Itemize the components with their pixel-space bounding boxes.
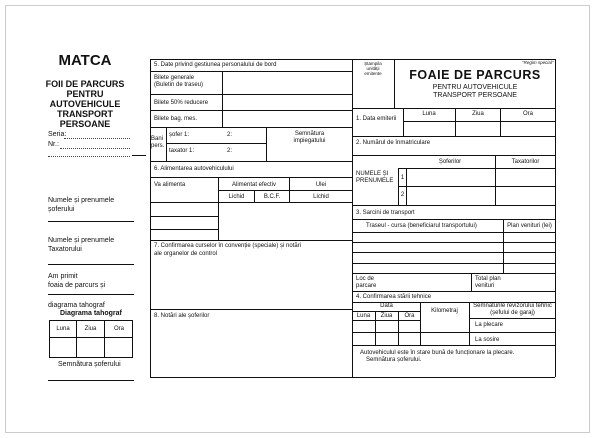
stub-subtitle-5: PERSOANE xyxy=(59,119,111,129)
names-row-1-num: 1 xyxy=(400,175,405,181)
stub-received-field[interactable] xyxy=(48,294,134,295)
footer-signature-field[interactable] xyxy=(353,365,554,376)
total-plan-1: Total plan xyxy=(475,276,501,282)
sofer-1-field[interactable] xyxy=(407,169,494,185)
plan-venituri-field[interactable] xyxy=(504,233,554,272)
ulei-label: Ulei xyxy=(315,182,327,188)
stub-received-1: Am primit xyxy=(48,273,78,280)
s7-bottom xyxy=(150,309,352,310)
plecare-km-field[interactable] xyxy=(421,321,468,331)
regim-special-note: "Regim special" xyxy=(522,60,554,65)
stub-col-ora: Ora xyxy=(113,326,124,332)
sosire-ziua-field[interactable] xyxy=(376,333,397,344)
va-alimenta-row-3[interactable] xyxy=(151,230,217,239)
plecare-luna-field[interactable] xyxy=(353,321,374,331)
stare-tehnica-label: 4. Confirmarea stării tehnice xyxy=(356,294,432,300)
taxator-label: taxator 1: xyxy=(169,148,195,154)
section7-title-2: ale organelor de control xyxy=(154,251,218,257)
stub-driver-field[interactable] xyxy=(48,221,134,222)
stub-conductor-label-2: Taxatorului xyxy=(48,246,82,253)
bilete-50-label: Bilete 50% reducere xyxy=(154,100,209,106)
la-plecare-label: La plecare xyxy=(475,322,504,328)
data-emiterii-label: 1. Data emiterii xyxy=(356,116,397,122)
stub-conductor-label-1: Numele și prenumele xyxy=(48,237,115,244)
stub-perforation-mark xyxy=(132,155,146,156)
lichid-label-1: Lichid xyxy=(228,194,245,200)
stub-extra-field[interactable] xyxy=(48,156,130,157)
traseu-row-3[interactable] xyxy=(353,253,502,262)
soferilor-header: Șoferilor xyxy=(438,159,462,165)
total-plan-2: venituri xyxy=(475,283,495,289)
s3-line-f xyxy=(352,273,555,274)
nr-inmatriculare-label: 2. Numărul de înmatriculare xyxy=(356,140,431,146)
loc-total-sep xyxy=(471,273,472,291)
stub-subtitle-2: PENTRU xyxy=(66,89,104,99)
stub-subtitle-4: TRANSPORT xyxy=(57,109,113,119)
sarcini-transport-label: 3. Sarcini de transport xyxy=(356,210,415,216)
loc-parcare-1: Loc de xyxy=(356,276,375,282)
plecare-semnatura-field[interactable] xyxy=(506,321,554,331)
stub-tachograph-text: diagrama tahograf xyxy=(48,302,105,309)
s1-luna-header: Luna xyxy=(422,111,436,117)
taxatorilor-header: Taxatorilor xyxy=(511,159,540,165)
stub-driver-label-1: Numele și prenumele xyxy=(48,197,115,204)
va-alimenta-row-2[interactable] xyxy=(151,217,217,228)
bcf-label: B.C.F. xyxy=(263,194,281,200)
sofer-2-field[interactable] xyxy=(407,187,494,204)
va-alimenta-label: Va alimenta xyxy=(154,182,186,188)
bani-pers-2: pers. xyxy=(151,143,165,149)
plecare-ora-field[interactable] xyxy=(399,321,419,331)
stub-subtitle-1: FOII DE PARCURS xyxy=(45,79,125,89)
s4-data-subline xyxy=(352,311,420,312)
sosire-luna-field[interactable] xyxy=(353,333,374,344)
stub-series-field[interactable] xyxy=(64,138,130,139)
va-alimenta-row-1[interactable] xyxy=(151,203,217,215)
semnatura-imp-field[interactable] xyxy=(267,146,351,160)
s5-line-d xyxy=(150,127,352,128)
bilete-50-field[interactable] xyxy=(223,95,351,110)
stub-col-ziua: Ziua xyxy=(84,326,97,332)
stub-received-2: foaia de parcurs și xyxy=(48,282,106,289)
stamp-label-2: unității xyxy=(366,66,380,71)
traseu-header: Traseul - cursa (beneficiarul transportului) xyxy=(366,223,477,229)
la-sosire-label: La sosire xyxy=(475,337,500,343)
s3-bottom xyxy=(352,291,555,292)
sosire-ora-field[interactable] xyxy=(399,333,419,344)
s4-ora-header: Ora xyxy=(404,313,415,319)
names-row-2-num: 2 xyxy=(400,192,405,198)
s4-bottom xyxy=(352,345,555,346)
alimentat-efectiv-label: Alimentat efectiv xyxy=(231,182,277,188)
stub-ora-cell[interactable] xyxy=(105,338,133,357)
total-plan-field[interactable] xyxy=(508,275,554,290)
sofer-label: șofer 1: xyxy=(169,132,190,138)
section7-field[interactable] xyxy=(151,260,351,308)
s4-row-line-right xyxy=(469,318,555,319)
traseu-row-4[interactable] xyxy=(353,264,502,272)
s3-line-a xyxy=(352,219,555,220)
s1-ziua-field[interactable] xyxy=(456,122,499,135)
data-header: Data xyxy=(380,303,393,309)
bilete-generale-1: Bilete generale xyxy=(154,75,195,81)
stamp-label-3: emitente xyxy=(364,71,382,76)
bani-pers-1: Bani xyxy=(151,136,164,142)
stub-title: MATCA xyxy=(58,52,112,69)
names-bottom xyxy=(352,205,555,206)
stub-driver-signature: Semnătura șoferului xyxy=(58,361,121,368)
semnatura-imp-2: impiegatului xyxy=(293,138,326,144)
sofer-two-label: 2: xyxy=(227,132,233,138)
s5-bottom xyxy=(150,161,352,162)
stub-number-field[interactable] xyxy=(60,148,130,149)
form-right-border xyxy=(555,59,556,377)
right-subtitle-2: TRANSPORT PERSOANE xyxy=(433,92,517,99)
s4-ziua-header: Ziua xyxy=(380,313,393,319)
stamp-area[interactable] xyxy=(353,78,393,107)
s1-bottom xyxy=(352,136,555,137)
bilete-generale-field[interactable] xyxy=(223,72,351,94)
s6-line-a xyxy=(150,177,352,178)
alimentat-efectiv-field[interactable] xyxy=(219,203,351,239)
plan-venituri-header: Plan venituri (lei) xyxy=(507,223,552,229)
stub-series-label: Seria: xyxy=(48,131,67,138)
taxator-2-field[interactable] xyxy=(496,187,554,204)
stamp-label-1: Ștampila xyxy=(364,61,382,66)
s6-bottom xyxy=(150,240,352,241)
lichid-label-2: Lichid xyxy=(313,194,329,200)
nume-prenume-2: PRENUMELE xyxy=(356,178,394,184)
sosire-semnatura-field[interactable] xyxy=(506,333,554,344)
nr-inmatriculare-field[interactable] xyxy=(445,138,553,154)
s1-luna-field[interactable] xyxy=(404,122,454,135)
traseu-row-1[interactable] xyxy=(353,233,502,241)
kilometraj-header: Kilometraj xyxy=(431,308,458,314)
section5-title: 5. Date privind gestiunea personalului de bord xyxy=(154,62,277,68)
plecare-ziua-field[interactable] xyxy=(376,321,397,331)
s4-luna-header: Luna xyxy=(356,313,371,319)
semnaturile-1: Semnăturile revizorului tehnic xyxy=(473,303,552,309)
s1-ora-field[interactable] xyxy=(501,122,554,135)
s6-line-b xyxy=(218,190,352,191)
stub-signature-field[interactable] xyxy=(48,380,134,381)
semnaturile-2: (șefului de garaj) xyxy=(490,310,535,316)
s1-ora-header: Ora xyxy=(522,111,533,117)
header-bottom xyxy=(352,108,555,109)
stub-driver-label-2: șoferului xyxy=(48,206,75,213)
sosire-km-field[interactable] xyxy=(421,333,468,344)
bilete-bag-field[interactable] xyxy=(223,111,351,126)
loc-parcare-2: parcare xyxy=(356,283,377,289)
stub-col-luna: Luna xyxy=(56,326,70,332)
nume-prenume-1: NUMELE ȘI xyxy=(356,171,389,177)
loc-parcare-field[interactable] xyxy=(392,275,470,290)
bani-row-sep xyxy=(166,143,266,144)
stub-subtitle-3: AUTOVEHICULE xyxy=(49,99,121,109)
s2-bottom xyxy=(352,155,555,156)
semnatura-imp-1: Semnătura xyxy=(294,131,325,137)
taxator-two-label: 2: xyxy=(227,148,233,154)
stub-luna-cell[interactable] xyxy=(50,338,76,357)
right-title: FOAIE DE PARCURS xyxy=(409,68,541,82)
s1-ziua-header: Ziua xyxy=(472,111,484,117)
stub-tachograph-heading: Diagrama tahograf xyxy=(60,310,122,317)
stub-conductor-field[interactable] xyxy=(48,264,134,265)
section8-title: 8. Notări ale șoferilor xyxy=(154,313,210,319)
right-subtitle-1: PENTRU AUTOVEHICULE xyxy=(432,84,518,91)
bilete-bag-label: Bilete bag. mes. xyxy=(154,116,198,122)
footer-line-2: Semnătura șoferului. xyxy=(366,357,422,363)
stub-number-label: Nr.: xyxy=(48,141,59,148)
stub-ziua-cell[interactable] xyxy=(77,338,104,357)
traseu-row-2[interactable] xyxy=(353,243,502,251)
form-bottom-border xyxy=(150,377,555,378)
section6-title: 6. Alimentarea autovehiculului xyxy=(154,166,234,172)
section8-field[interactable] xyxy=(151,322,351,376)
taxator-1-field[interactable] xyxy=(496,169,554,185)
footer-line-1: Autovehiculul este în stare bună de funcționare la plecare. xyxy=(360,350,515,356)
bilete-generale-2: (Buletin de traseu) xyxy=(154,82,204,88)
bani-col-sep xyxy=(166,127,167,161)
section7-title-1: 7. Confirmarea curselor în convenție (speciale) și notări xyxy=(154,243,302,249)
